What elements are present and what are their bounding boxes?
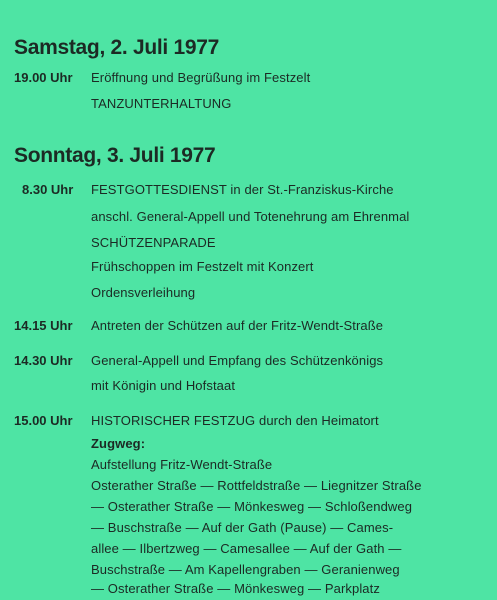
- event-time-1415: 14.15 Uhr: [14, 318, 73, 333]
- route-line: Osterather Straße — Rottfeldstraße — Liegnitzer Straße: [91, 478, 422, 493]
- event-line: FESTGOTTESDIENST in der St.-Franziskus-Kirche: [91, 182, 394, 197]
- event-line: TANZUNTERHALTUNG: [91, 96, 232, 111]
- event-line: anschl. General-Appell und Totenehrung am Ehrenmal: [91, 209, 410, 224]
- event-line: SCHÜTZENPARADE: [91, 235, 216, 250]
- route-label: Zugweg:: [91, 436, 146, 451]
- event-time-0830: 8.30 Uhr: [22, 182, 74, 197]
- route-line: Aufstellung Fritz-Wendt-Straße: [91, 457, 273, 472]
- route-line: — Osterather Straße — Mönkesweg — Parkplatz: [91, 581, 380, 596]
- route-line: Buschstraße — Am Kapellengraben — Geranienweg: [91, 562, 400, 577]
- saturday-heading: Samstag, 2. Juli 1977: [14, 36, 219, 59]
- event-line: HISTORISCHER FESTZUG durch den Heimatort: [91, 413, 379, 428]
- event-line: Eröffnung und Begrüßung im Festzelt: [91, 70, 311, 85]
- route-line: allee — Ilbertzweg — Camesallee — Auf der Gath —: [91, 541, 402, 556]
- event-time-1430: 14.30 Uhr: [14, 353, 73, 368]
- event-line: Antreten der Schützen auf der Fritz-Wendt-Straße: [91, 318, 384, 333]
- route-line: — Buschstraße — Auf der Gath (Pause) — Cames-: [91, 520, 394, 535]
- event-line: Frühschoppen im Festzelt mit Konzert: [91, 259, 314, 274]
- event-line: Ordensverleihung: [91, 285, 196, 300]
- event-time-1900: 19.00 Uhr: [14, 70, 73, 85]
- route-line: — Osterather Straße — Mönkesweg — Schloßendweg: [91, 499, 413, 514]
- sunday-heading: Sonntag, 3. Juli 1977: [14, 144, 216, 167]
- event-line: mit Königin und Hofstaat: [91, 378, 236, 393]
- event-line: General-Appell und Empfang des Schützenkönigs: [91, 353, 384, 368]
- event-time-1500: 15.00 Uhr: [14, 413, 73, 428]
